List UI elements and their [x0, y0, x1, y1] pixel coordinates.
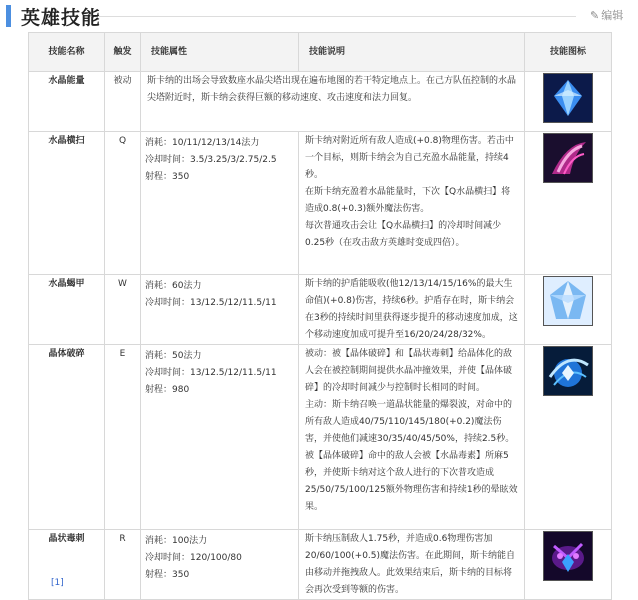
skill-trigger: Q — [105, 132, 141, 275]
skill-description — [299, 132, 525, 275]
description-paragraph: 斯卡纳的出场会导致数座水晶尖塔出现在遍布地图的若干特定地点上。在己方队伍控制的水晶尖塔附近时，斯卡纳会获得巨额的移动速度、攻击速度和法力回复。 — [147, 76, 517, 103]
skill-icon-cell — [525, 530, 612, 600]
skill-attributes — [141, 132, 299, 275]
description-paragraph: 斯卡纳的护盾能吸收(他12/13/14/15/16%的最大生命值)(+0.8)伤害，持续6秒。护盾存在时，斯卡纳会在3秒的持续时间里获得逐步提升的移动速度加成，这个移动速度加成可提升至16/20/24/28/32%。 — [305, 279, 518, 340]
skill-trigger: W — [105, 275, 141, 345]
edit-link[interactable] — [590, 7, 623, 23]
skill-trigger: 被动 — [105, 72, 141, 132]
skill-icon-cell — [525, 72, 612, 132]
attribute-line: 冷却时间：13/12.5/12/11.5/11 — [145, 298, 277, 308]
description-paragraph: 主动：斯卡纳召唤一道晶状能量的爆裂波，对命中的所有敌人造成40/75/110/145/180(+0.2)魔法伤害，并使他们减速30/35/40/45/50%，持续2.5秒。 — [305, 400, 515, 444]
section-accent-bar — [6, 5, 11, 27]
header-attributes: 技能属性 — [141, 33, 299, 72]
header-description: 技能说明 — [299, 33, 525, 72]
crystal-venom-icon — [543, 531, 593, 581]
crystal-fracture-icon — [543, 346, 593, 396]
skill-name: 晶状毒刺 — [29, 530, 105, 600]
description-paragraph: 被动：被【晶体破碎】和【晶状毒刺】给晶体化的敌人会在被控制期间提供水晶冲撞效果，并使【晶体破碎】的冷却时间减少与控制时长相同的时间。 — [305, 349, 513, 393]
header-trigger: 触发 — [105, 33, 141, 72]
table-row — [29, 275, 612, 345]
skill-name: 晶体破碎 — [29, 345, 105, 530]
attribute-line: 冷却时间：120/100/80 — [145, 553, 242, 563]
skill-attributes — [141, 275, 299, 345]
skill-icon-cell — [525, 345, 612, 530]
table-row — [29, 345, 612, 530]
skill-trigger: E — [105, 345, 141, 530]
attribute-line: 消耗：60法力 — [145, 281, 202, 291]
section-title: 英雄技能 — [21, 7, 102, 29]
attribute-line: 射程：980 — [145, 385, 190, 395]
table-row — [29, 530, 612, 600]
skill-description — [299, 345, 525, 530]
skill-name: 水晶蝎甲 — [29, 275, 105, 345]
skill-description — [141, 72, 525, 132]
edit-label: 编辑 — [601, 9, 624, 22]
attribute-line: 射程：350 — [145, 172, 190, 182]
header-icon: 技能图标 — [525, 33, 612, 72]
table-header-row — [29, 33, 612, 72]
skills-table — [28, 32, 612, 600]
skill-name: 水晶横扫 — [29, 132, 105, 275]
attribute-line: 冷却时间：3.5/3.25/3/2.75/2.5 — [145, 155, 277, 165]
description-paragraph: 被【晶体破碎】命中的敌人会被【水晶毒素】所麻5秒，并使斯卡纳对这个敌人进行的下次普攻造成25/50/75/100/125额外物理伤害和持续1秒的晕眩效果。 — [305, 451, 518, 512]
skill-description — [299, 275, 525, 345]
skill-icon-cell — [525, 275, 612, 345]
attribute-line: 冷却时间：13/12.5/12/11.5/11 — [145, 368, 277, 378]
attribute-line: 消耗：10/11/12/13/14法力 — [145, 138, 260, 148]
table-row — [29, 132, 612, 275]
skill-description — [299, 530, 525, 600]
skill-name: 水晶能量 — [29, 72, 105, 132]
attribute-line: 射程：350 — [145, 570, 190, 580]
description-paragraph: 斯卡纳对附近所有敌人造成(+0.8)物理伤害。若击中一个目标，则斯卡纳会为自己充盈水晶能量，持续4秒。 — [305, 136, 514, 180]
section-divider — [98, 16, 576, 17]
skill-icon-cell — [525, 132, 612, 275]
pencil-icon: ✎ — [590, 9, 600, 22]
skill-attributes — [141, 345, 299, 530]
description-paragraph: 在斯卡纳充盈着水晶能量时，下次【Q水晶横扫】将造成0.8(+0.3)额外魔法伤害。 — [305, 187, 511, 214]
header-skill-name: 技能名称 — [29, 33, 105, 72]
crystal-shield-icon — [543, 276, 593, 326]
crystal-slash-icon — [543, 133, 593, 183]
attribute-line: 消耗：50法力 — [145, 351, 202, 361]
skill-attributes — [141, 530, 299, 600]
citation-link[interactable]: [1] — [51, 578, 64, 588]
skill-trigger: R — [105, 530, 141, 600]
description-paragraph: 每次普通攻击会让【Q水晶横扫】的冷却时间减少0.25秒（在攻击敌方英雄时变成四倍）。 — [305, 221, 502, 248]
table-row — [29, 72, 612, 132]
crystal-energy-icon — [543, 73, 593, 123]
description-paragraph: 斯卡纳压制敌人1.75秒，并造成0.6物理伤害加20/60/100(+0.5)魔法伤害。在此期间，斯卡纳能自由移动并拖拽敌人。此效果结束后，斯卡纳的目标将会再次受到等额的伤害。 — [305, 534, 516, 595]
attribute-line: 消耗：100法力 — [145, 536, 208, 546]
